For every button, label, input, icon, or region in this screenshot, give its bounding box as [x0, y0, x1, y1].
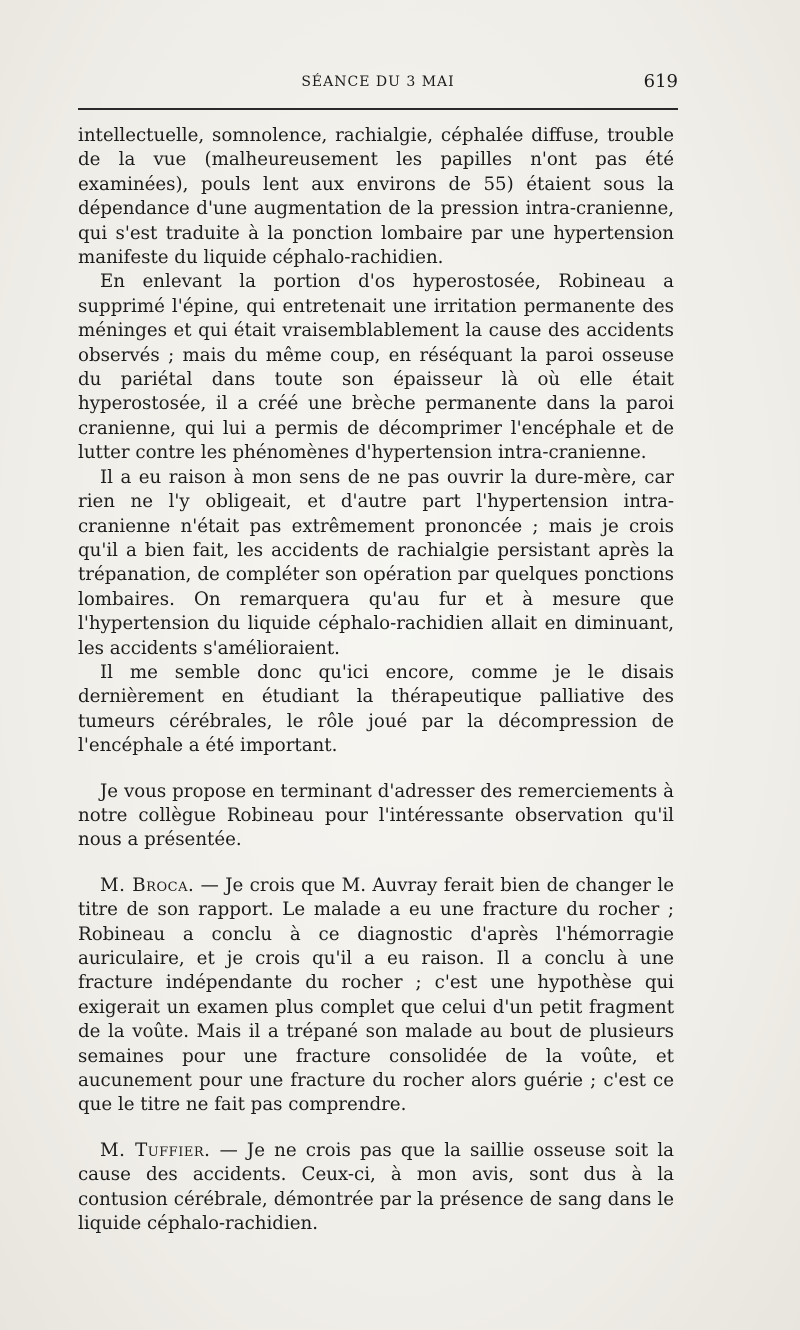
- paragraph-conclusion: Je vous propose en terminant d'adresser des remerciements à notre collègue Robineau pour l'intéressante observation qu'il nous a présentée.: [78, 780, 674, 851]
- paragraph: Il a eu raison à mon sens de ne pas ouvrir la dure-mère, car rien ne l'y obligeait, et d'autre part l'hypertension intra-cranienne n'était pas extrêmement prononcée ; mais je crois qu'il a bien fait, les accidents de rachialgie persistant après la trépanation, de compléter son opération par quelques ponctions lombaires. On remarquera qu'au fur et à mesure que l'hypertension du liquide céphalo-rachidien allait en diminuant, les accidents s'amélioraient.: [78, 466, 674, 659]
- paragraph-tuffier: [78, 1139, 674, 1237]
- speech-text: — Je crois que M. Auvray ferait bien de changer le titre de son rapport. Le malade a eu une fracture du rocher ; Robineau a conclu à ce diagnostic d'après l'hémorragie auriculaire, et je crois qu'il a eu raison. Il a conclu à une fracture indépendante du rocher ; c'est une hypothèse qui exigerait un examen plus complet que celui d'un petit fragment de la voûte. Mais il a trépané son malade au bout de plusieurs semaines pour une fracture consolidée de la voûte, et aucunement pour une fracture du rocher alors guérie ; c'est ce que le titre ne fait pas comprendre.: [78, 874, 674, 1116]
- speaker-name: M. Broca.: [100, 874, 195, 896]
- speaker-name: M. Tuffier.: [100, 1139, 211, 1161]
- running-title: SÉANCE DU 3 MAI: [301, 74, 455, 90]
- header-rule: [78, 108, 678, 110]
- page-header: [78, 70, 678, 100]
- paragraph-broca: [78, 874, 674, 1118]
- paragraph: En enlevant la portion d'os hyperostosée, Robineau a supprimé l'épine, qui entretenait une irritation permanente des méninges et qui était vraisemblablement la cause des accidents observés ; mais du même coup, en réséquant la paroi osseuse du pariétal dans toute son épaisseur là où elle était hyperostosée, il a créé une brèche permanente dans la paroi cranienne, qui lui a permis de décomprimer l'encéphale et de lutter contre les phénomènes d'hypertension intra-cranienne.: [78, 271, 674, 464]
- paragraph-continuation: intellectuelle, somnolence, rachialgie, céphalée diffuse, trouble de la vue (malheureusement les papilles n'ont pas été examinées), pouls lent aux environs de 55) étaient sous la dépendance d'une augmentation de la pression intra-cranienne, qui s'est traduite à la ponction lombaire par une hypertension manifeste du liquide céphalo-rachidien.: [78, 125, 674, 269]
- speech-text: — Je ne crois pas que la saillie osseuse soit la cause des accidents. Ceux-ci, à mon avis, sont dus à la contusion cérébrale, démontrée par la présence de sang dans le liquide céphalo-rachidien.: [78, 1139, 675, 1235]
- body-text: [78, 124, 674, 1236]
- paragraph: Il me semble donc qu'ici encore, comme je le disais dernièrement en étudiant la thérapeutique palliative des tumeurs cérébrales, le rôle joué par la décompression de l'encéphale a été important.: [78, 661, 674, 757]
- page-number: 619: [643, 71, 678, 92]
